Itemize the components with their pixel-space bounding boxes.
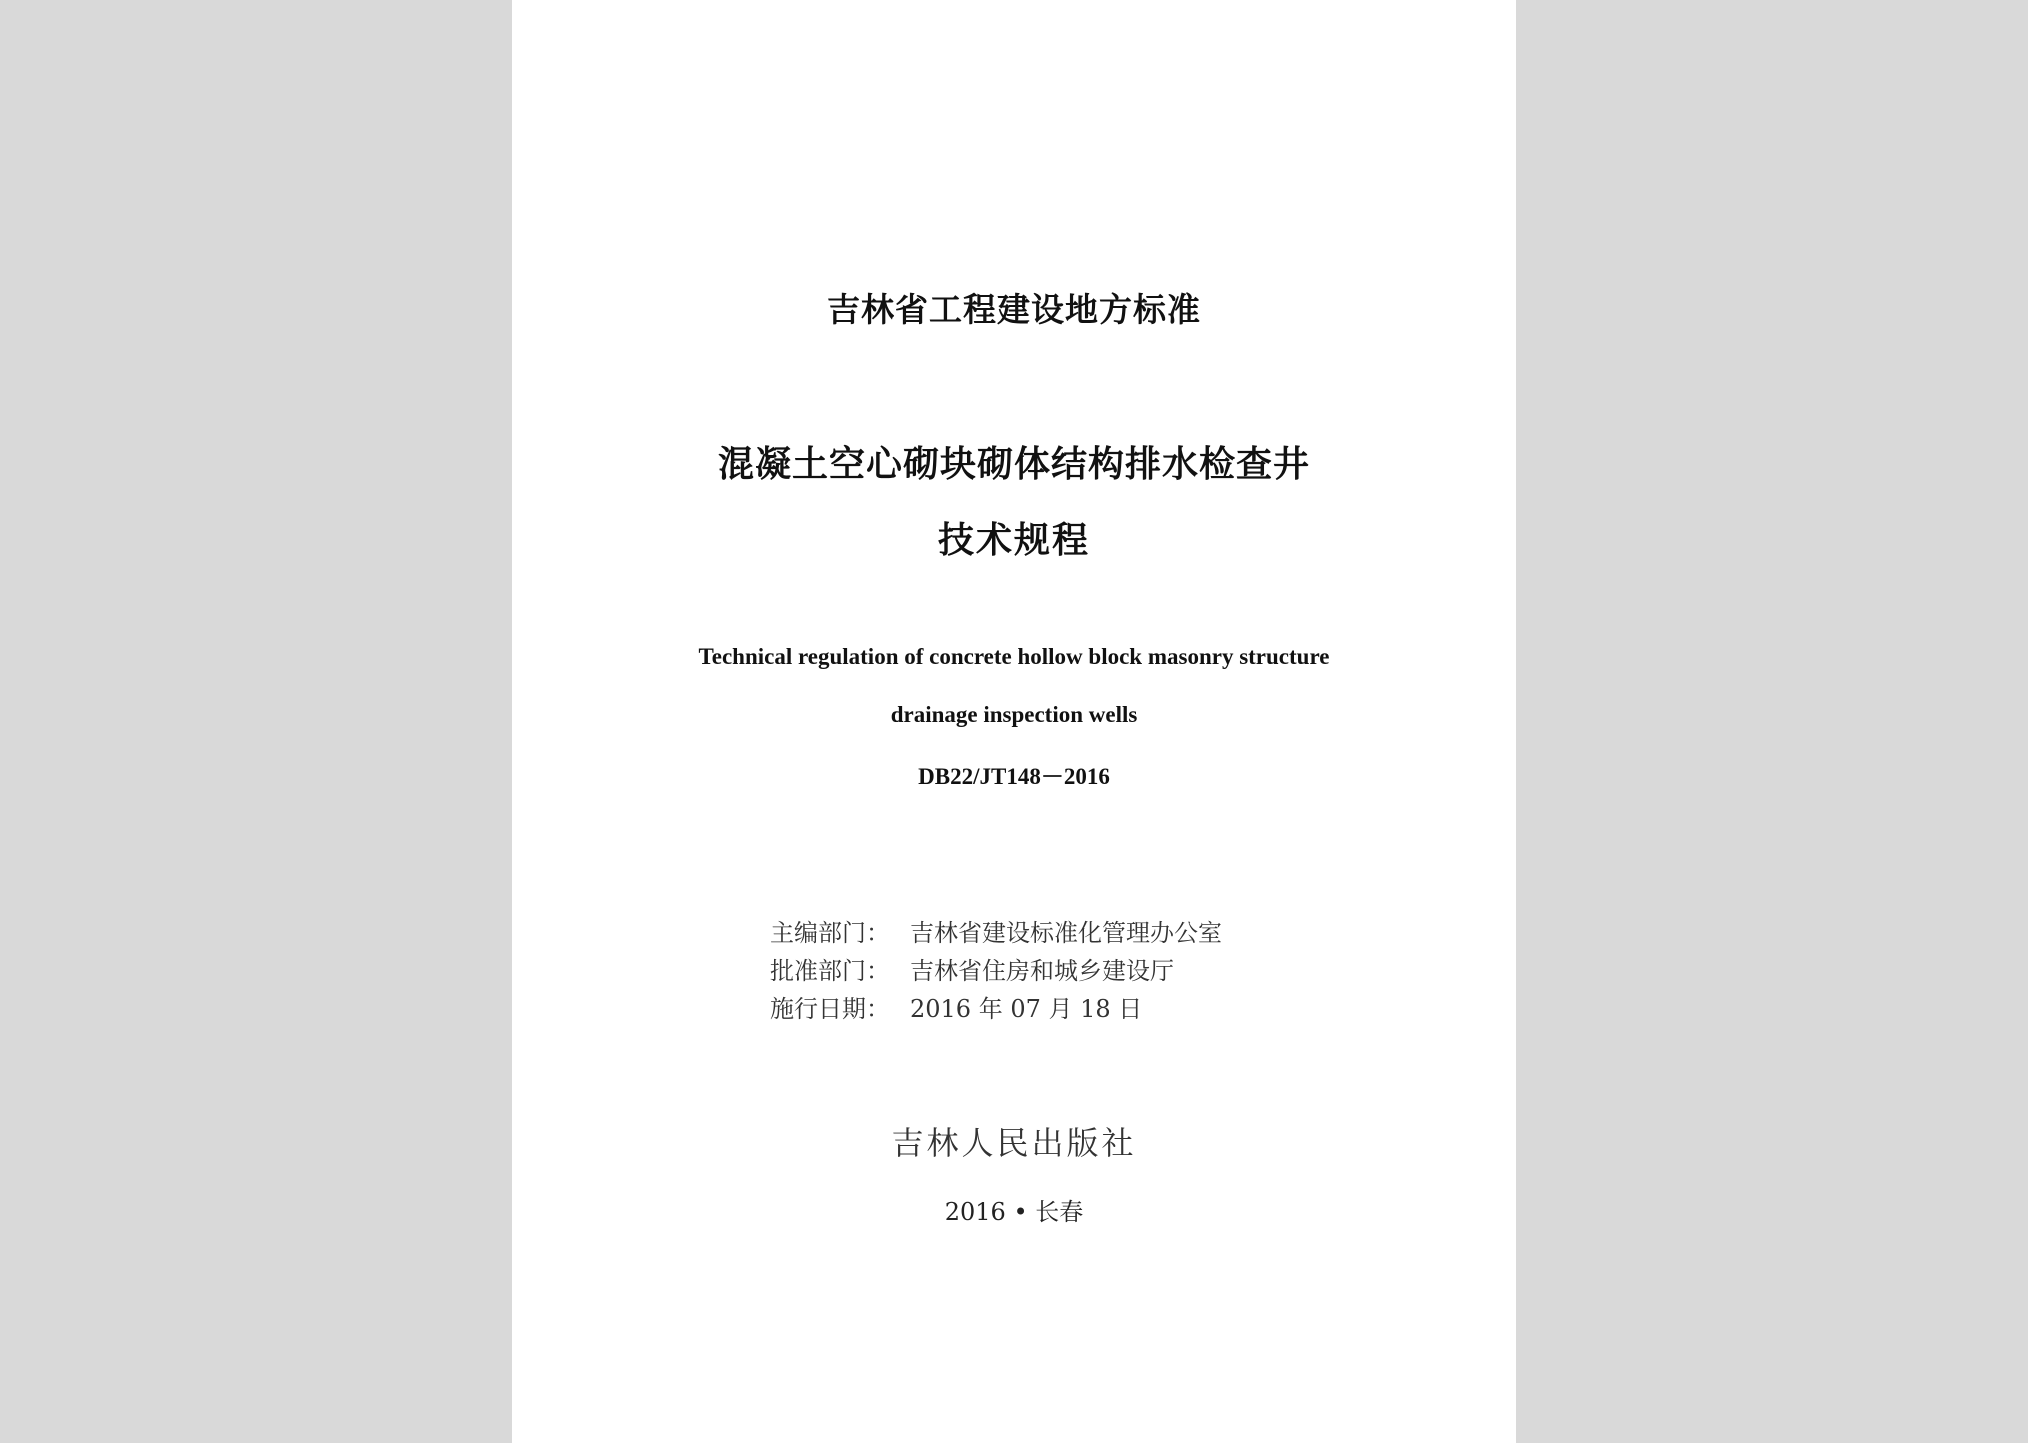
meta-row-editor: [770, 914, 1330, 952]
meta-row-approver: [770, 952, 1330, 990]
meta-value: 吉林省建设标准化管理办公室: [910, 919, 1222, 947]
meta-value: 吉林省住房和城乡建设厅: [910, 957, 1174, 985]
publisher-name: 吉林人民出版社: [891, 1124, 1137, 1162]
meta-label: 主编部门：: [770, 919, 890, 947]
standard-code: DB22/JT148－2016: [918, 764, 1110, 789]
meta-label: 批准部门：: [770, 957, 890, 985]
document-page: [512, 0, 1516, 1443]
english-title-line-1: Technical regulation of concrete hollow block masonry structure: [698, 644, 1330, 669]
meta-label: 施行日期：: [770, 995, 890, 1023]
meta-value: 2016 年 07 月 18 日: [910, 995, 1143, 1023]
chinese-title-line-2: 技术规程: [937, 519, 1090, 561]
english-title-line-2: drainage inspection wells: [890, 702, 1138, 727]
meta-row-effective-date: [770, 990, 1330, 1028]
document-meta: [770, 914, 1330, 1028]
issuer-heading: 吉林省工程建设地方标准: [827, 290, 1201, 329]
publish-place-date: 2016 • 长春: [944, 1198, 1084, 1226]
chinese-title-line-1: 混凝土空心砌块砌体结构排水检查井: [717, 443, 1310, 485]
